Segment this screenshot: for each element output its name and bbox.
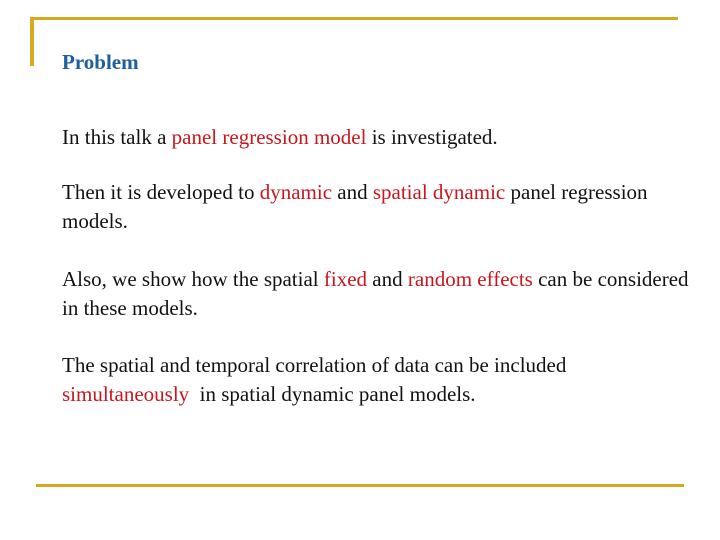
paragraph-text: In this talk a [62,125,172,149]
highlight-fixed: fixed [323,267,368,291]
paragraph-text: Also, we show how the spatial [62,267,324,291]
paragraph-text: is investigated. [366,125,498,149]
highlight-panel-regression-model: panel regression model [171,125,367,149]
paragraph-text: and [367,267,408,291]
paragraph-dynamic-models [62,178,692,236]
paragraph-text: Then it is developed to [62,180,260,204]
highlight-simultaneously: simultaneously [62,382,190,406]
paragraph-panel-regression [62,123,692,152]
paragraph-text: panel regression models. [62,180,648,233]
highlight-dynamic: dynamic [259,180,333,204]
paragraph-text: The spatial and temporal correlation of data can be included [62,353,567,377]
highlight-spatial-dynamic: spatial dynamic [372,180,506,204]
bottom-horizontal-rule [36,484,684,487]
paragraph-text: and [332,180,373,204]
highlight-random-effects: random effects [407,267,533,291]
top-left-vertical-rule [30,18,34,66]
paragraph-fixed-random-effects [62,265,692,323]
top-horizontal-rule [30,17,678,20]
paragraph-text: can be considered in these models. [62,267,689,320]
paragraph-correlation [62,351,692,409]
slide-title: Problem [62,50,139,74]
paragraph-text: in spatial dynamic panel models. [189,382,476,406]
